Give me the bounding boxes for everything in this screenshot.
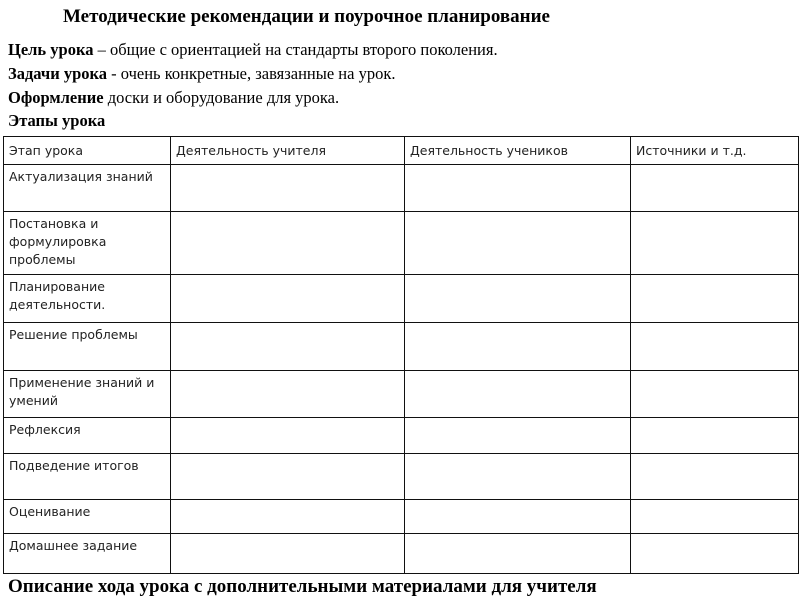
stage-cell: Постановка и формулировка проблемы [4, 212, 171, 275]
stage-cell: Рефлексия [4, 418, 171, 454]
board-design-line [8, 88, 339, 108]
sources-cell [631, 165, 799, 212]
lesson-tasks-label: Задачи урока [8, 64, 108, 83]
student-cell [405, 418, 631, 454]
lesson-goal-label: Цель урока [8, 40, 94, 59]
student-cell [405, 534, 631, 574]
stage-cell: Планирование деятельности. [4, 275, 171, 323]
teacher-cell [171, 418, 405, 454]
sources-cell [631, 212, 799, 275]
table-row [4, 500, 799, 534]
teacher-cell [171, 371, 405, 418]
sources-cell [631, 418, 799, 454]
stage-cell: Решение проблемы [4, 323, 171, 371]
stage-cell: Актуализация знаний [4, 165, 171, 212]
lesson-tasks-text: - очень конкретные, завязанные на урок. [107, 64, 396, 83]
table-row [4, 323, 799, 371]
table-row [4, 418, 799, 454]
sources-cell [631, 454, 799, 500]
sources-cell [631, 323, 799, 371]
sources-cell [631, 500, 799, 534]
board-design-label: Оформление [8, 88, 104, 107]
teacher-cell [171, 454, 405, 500]
student-cell [405, 165, 631, 212]
lesson-stages-table [3, 136, 799, 574]
stage-cell: Применение знаний и умений [4, 371, 171, 418]
table-row [4, 534, 799, 574]
lesson-stages-line [8, 111, 105, 131]
student-cell [405, 275, 631, 323]
teacher-cell [171, 165, 405, 212]
student-cell [405, 454, 631, 500]
teacher-cell [171, 500, 405, 534]
table-row [4, 454, 799, 500]
teacher-cell [171, 275, 405, 323]
board-design-text: доски и оборудование для урока. [103, 88, 340, 107]
stage-cell: Домашнее задание [4, 534, 171, 574]
table-row [4, 371, 799, 418]
header-student-activity: Деятельность учеников [405, 137, 631, 165]
page-title: Методические рекомендации и поурочное планирование [63, 6, 550, 27]
header-sources: Источники и т.д. [631, 137, 799, 165]
sources-cell [631, 371, 799, 418]
stage-cell: Подведение итогов [4, 454, 171, 500]
sources-cell [631, 534, 799, 574]
lesson-description-footer: Описание хода урока с дополнительными материалами для учителя [8, 576, 597, 597]
table-row [4, 275, 799, 323]
table-row [4, 165, 799, 212]
lesson-goal-line [8, 40, 498, 60]
header-teacher-activity: Деятельность учителя [171, 137, 405, 165]
student-cell [405, 500, 631, 534]
lesson-goal-text: – общие с ориентацией на стандарты второго поколения. [93, 40, 498, 59]
teacher-cell [171, 534, 405, 574]
student-cell [405, 371, 631, 418]
teacher-cell [171, 212, 405, 275]
table-header-row [4, 137, 799, 165]
table-row [4, 212, 799, 275]
student-cell [405, 323, 631, 371]
teacher-cell [171, 323, 405, 371]
header-stage: Этап урока [4, 137, 171, 165]
student-cell [405, 212, 631, 275]
lesson-stages-label: Этапы урока [8, 111, 106, 130]
sources-cell [631, 275, 799, 323]
lesson-tasks-line [8, 64, 395, 84]
stage-cell: Оценивание [4, 500, 171, 534]
